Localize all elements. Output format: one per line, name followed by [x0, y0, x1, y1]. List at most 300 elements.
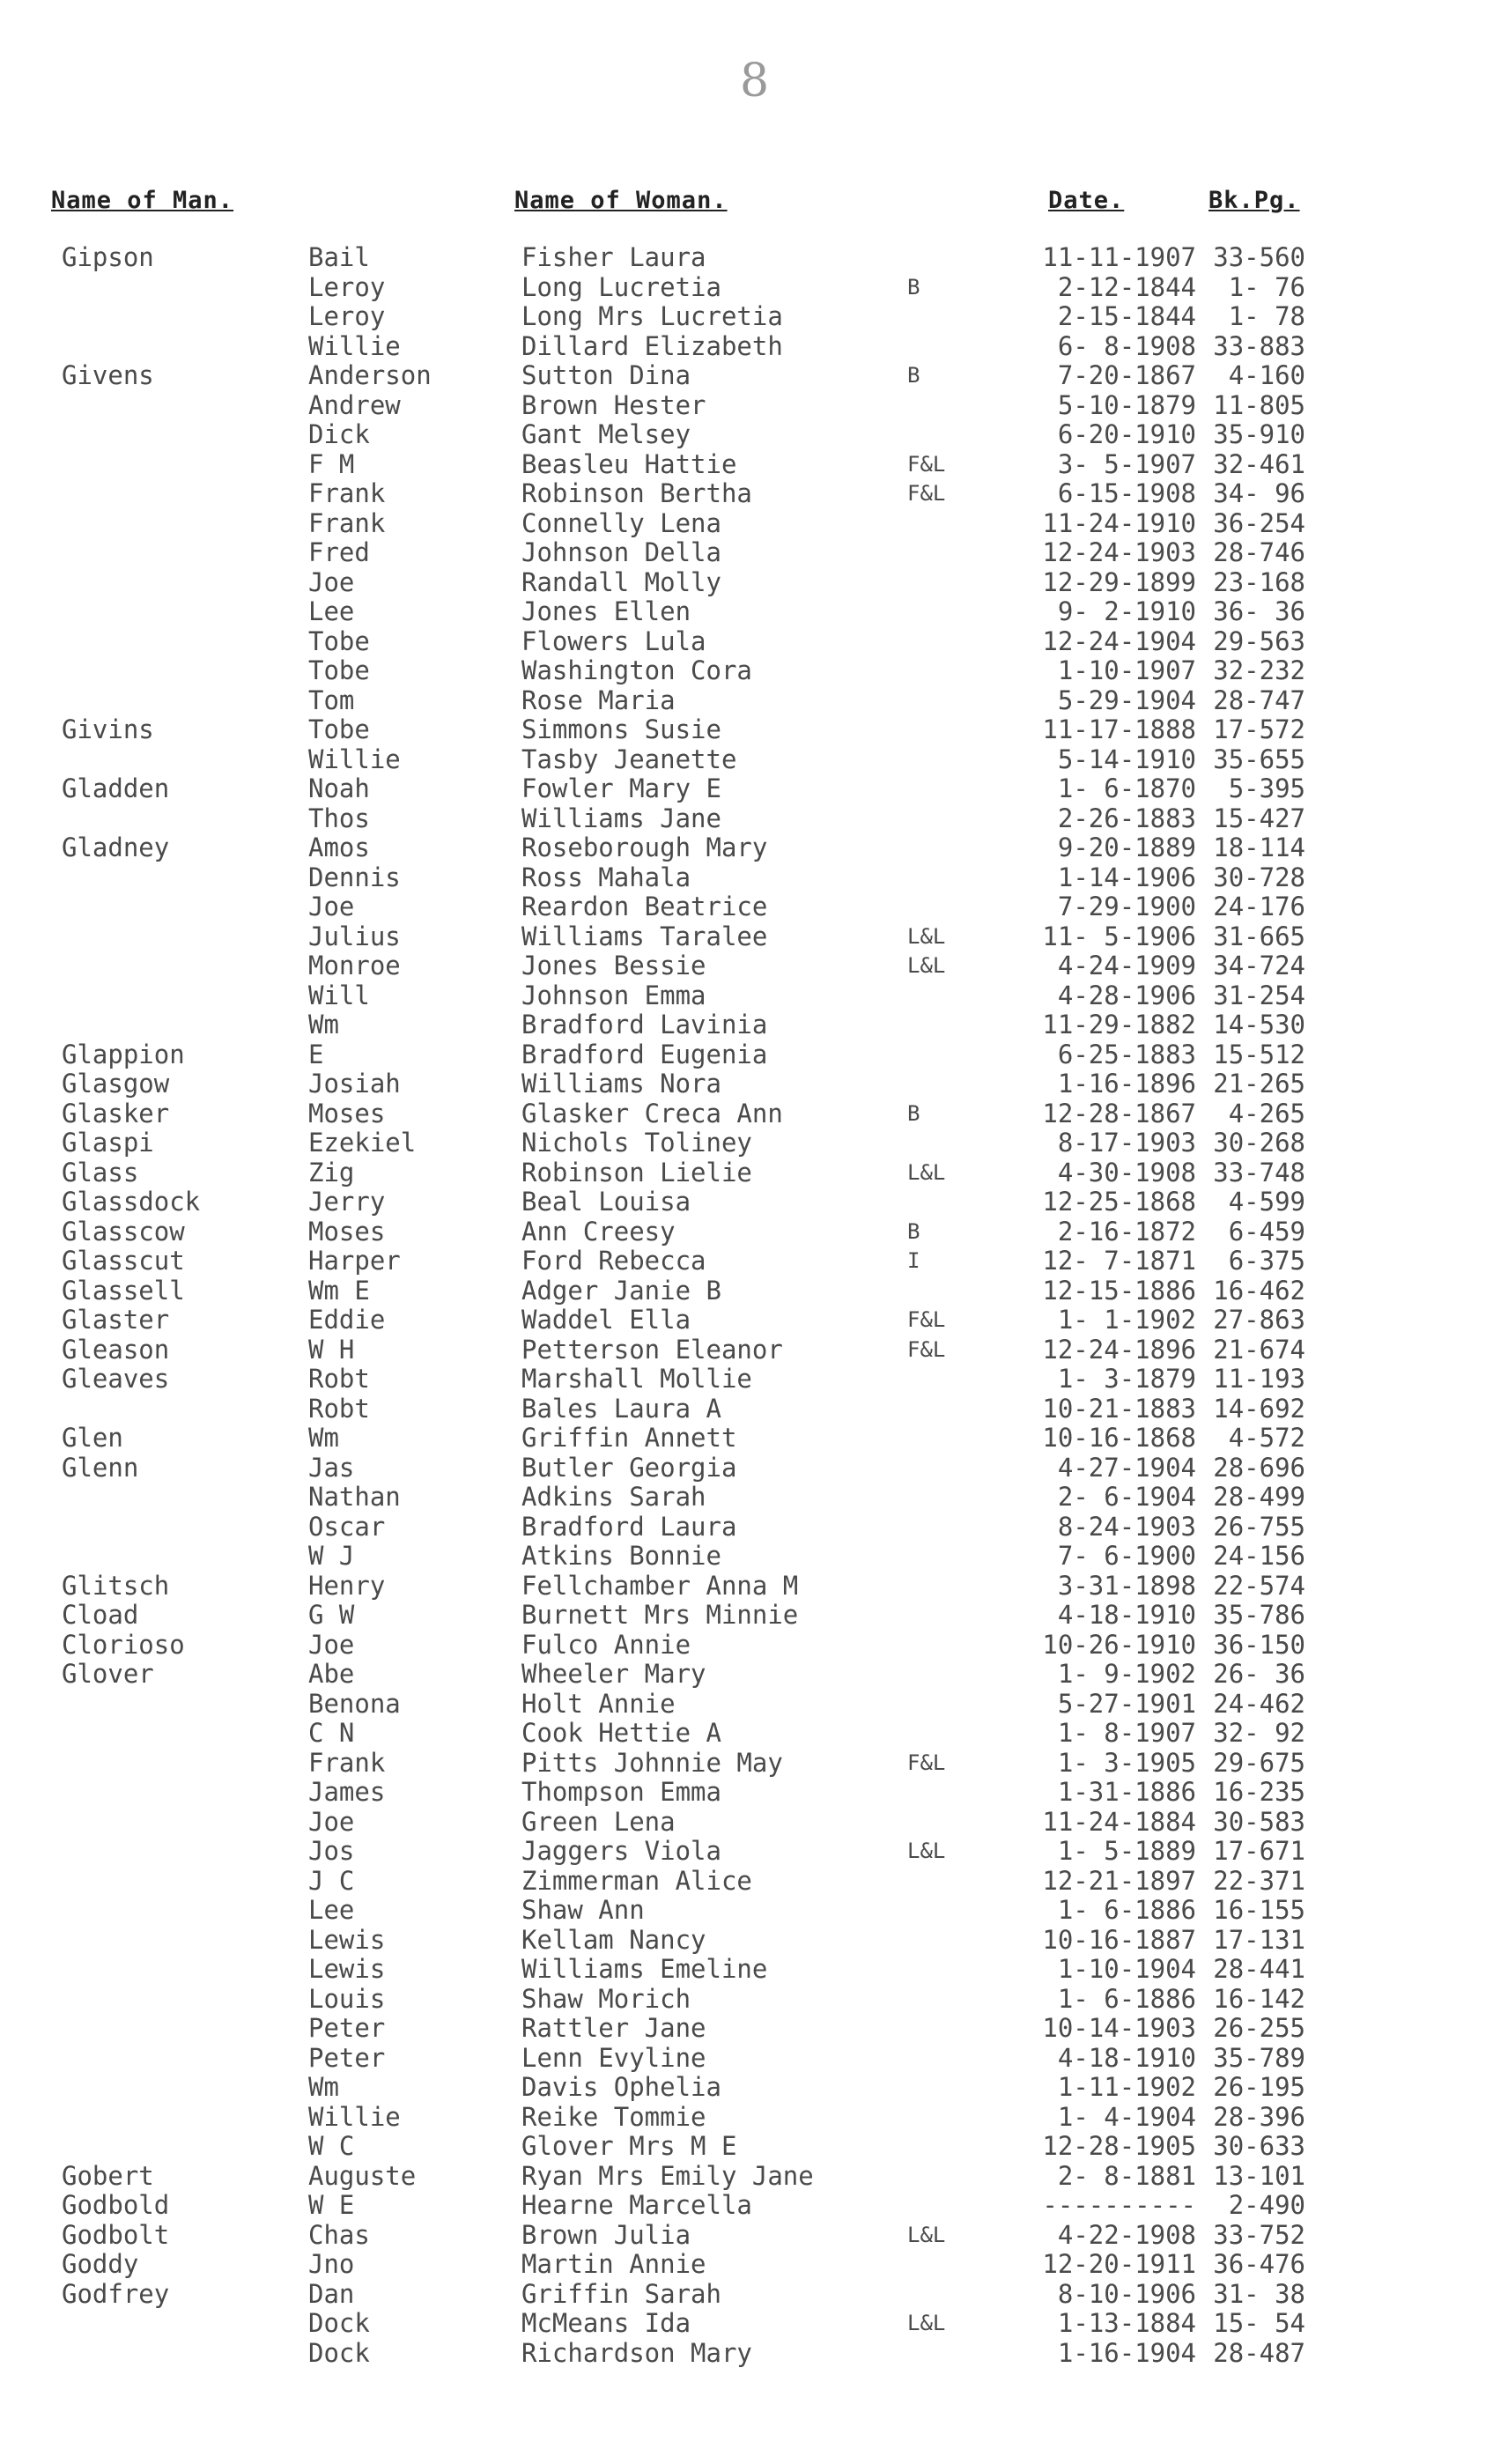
- record-surname: Gipson: [62, 242, 154, 272]
- record-woman: Ross Mahala: [521, 862, 691, 892]
- record-woman: Cook Hettie A: [521, 1718, 721, 1748]
- record-given: Dan: [308, 2278, 355, 2309]
- record-row: [0, 2162, 1493, 2192]
- record-woman: Richardson Mary: [521, 2337, 752, 2368]
- record-bkpg: 28-499: [1213, 1482, 1305, 1512]
- record-row: [0, 1306, 1493, 1336]
- record-woman: Tasby Jeanette: [521, 744, 737, 774]
- record-given: Wm E: [308, 1275, 370, 1306]
- record-row: [0, 1572, 1493, 1602]
- record-date: 1-14-1906: [1057, 862, 1196, 892]
- record-bkpg: 24-156: [1213, 1541, 1305, 1571]
- record-bkpg: 6-375: [1228, 1246, 1305, 1276]
- record-woman: Marshall Mollie: [521, 1364, 752, 1394]
- record-woman: Gant Melsey: [521, 419, 691, 449]
- record-date: 8-17-1903: [1057, 1128, 1196, 1158]
- record-given: Tom: [308, 684, 355, 715]
- record-woman: Martin Annie: [521, 2249, 706, 2279]
- record-date: 12-28-1905: [1042, 2131, 1196, 2161]
- record-woman: Davis Ophelia: [521, 2072, 721, 2102]
- record-given: Joe: [308, 892, 355, 921]
- record-row: [0, 2339, 1493, 2369]
- record-row: [0, 863, 1493, 893]
- record-surname: Glasscow: [62, 1216, 185, 1247]
- record-given: W J: [308, 1541, 355, 1571]
- record-bkpg: 35-655: [1213, 744, 1305, 774]
- record-woman: Beal Louisa: [521, 1187, 691, 1217]
- record-row: [0, 922, 1493, 952]
- record-woman: Bradford Eugenia: [521, 1039, 768, 1069]
- record-woman: Atkins Bonnie: [521, 1541, 721, 1571]
- record-date: 7-29-1900: [1057, 892, 1196, 921]
- record-woman: Kellam Nancy: [521, 1924, 706, 1955]
- record-given: Lee: [308, 1895, 355, 1925]
- record-bkpg: 11-805: [1213, 389, 1305, 420]
- record-date: 5-10-1879: [1057, 389, 1196, 420]
- record-date: 1- 1-1902: [1057, 1305, 1196, 1335]
- record-given: G W: [308, 1600, 355, 1630]
- record-row: [0, 1660, 1493, 1690]
- record-woman: Williams Emeline: [521, 1954, 768, 1984]
- record-date: 1- 6-1870: [1057, 773, 1196, 803]
- record-bkpg: 35-910: [1213, 419, 1305, 449]
- record-woman: Sutton Dina: [521, 360, 691, 390]
- record-date: 4-28-1906: [1057, 980, 1196, 1010]
- record-woman: Adger Janie B: [521, 1275, 721, 1306]
- record-surname: Givins: [62, 714, 154, 744]
- record-row: [0, 1955, 1493, 1985]
- record-given: Ezekiel: [308, 1128, 417, 1158]
- record-date: 12-28-1867: [1042, 1098, 1196, 1128]
- record-woman: Glover Mrs M E: [521, 2131, 737, 2161]
- record-date: 4-24-1909: [1057, 951, 1196, 980]
- record-row: [0, 833, 1493, 863]
- record-given: Tobe: [308, 655, 370, 685]
- record-date: 10-26-1910: [1042, 1629, 1196, 1660]
- record-surname: Glassell: [62, 1275, 185, 1306]
- record-woman: Zimmerman Alice: [521, 1865, 752, 1896]
- record-surname: Gladney: [62, 832, 170, 862]
- record-row: [0, 1926, 1493, 1956]
- record-code: F&L: [907, 481, 946, 506]
- record-bkpg: 28-746: [1213, 537, 1305, 567]
- record-row: [0, 1749, 1493, 1779]
- record-code: L&L: [907, 2311, 946, 2335]
- record-row: [0, 597, 1493, 627]
- record-date: 2-12-1844: [1057, 271, 1196, 302]
- record-date: 12-25-1868: [1042, 1187, 1196, 1217]
- record-given: Frank: [308, 478, 386, 508]
- record-given: Wm: [308, 1010, 339, 1040]
- record-date: 5-14-1910: [1057, 744, 1196, 774]
- record-given: Moses: [308, 1098, 386, 1128]
- record-row: [0, 1513, 1493, 1543]
- record-bkpg: 11-193: [1213, 1364, 1305, 1394]
- record-given: Abe: [308, 1659, 355, 1689]
- record-given: Peter: [308, 2013, 386, 2043]
- record-woman: Jones Bessie: [521, 951, 706, 980]
- record-given: Frank: [308, 1747, 386, 1778]
- record-given: Jos: [308, 1836, 355, 1866]
- record-bkpg: 34-724: [1213, 951, 1305, 980]
- record-woman: Long Lucretia: [521, 271, 721, 302]
- record-woman: Waddel Ella: [521, 1305, 691, 1335]
- record-row: [0, 1631, 1493, 1661]
- record-given: Wm: [308, 2072, 339, 2102]
- record-woman: Washington Cora: [521, 655, 752, 685]
- record-row: [0, 2103, 1493, 2133]
- record-given: W H: [308, 1334, 355, 1365]
- record-row: [0, 391, 1493, 421]
- record-given: Robt: [308, 1393, 370, 1424]
- record-date: 1-16-1896: [1057, 1069, 1196, 1099]
- record-date: 1-10-1904: [1057, 1954, 1196, 1984]
- record-woman: Bradford Laura: [521, 1511, 737, 1542]
- record-date: 1- 3-1879: [1057, 1364, 1196, 1394]
- record-bkpg: 36-476: [1213, 2249, 1305, 2279]
- record-given: Tobe: [308, 625, 370, 656]
- record-date: 12-24-1896: [1042, 1334, 1196, 1365]
- record-woman: Williams Jane: [521, 803, 721, 833]
- record-bkpg: 1- 76: [1228, 271, 1305, 302]
- record-date: 12-20-1911: [1042, 2249, 1196, 2279]
- record-woman: Dillard Elizabeth: [521, 330, 783, 361]
- record-bkpg: 2-490: [1228, 2190, 1305, 2220]
- record-date: 11-17-1888: [1042, 714, 1196, 744]
- record-row: [0, 420, 1493, 450]
- record-date: 4-18-1910: [1057, 2042, 1196, 2073]
- record-bkpg: 33-883: [1213, 330, 1305, 361]
- record-woman: Bradford Lavinia: [521, 1010, 768, 1040]
- record-bkpg: 26-755: [1213, 1511, 1305, 1542]
- record-given: Will: [308, 980, 370, 1010]
- record-bkpg: 30-583: [1213, 1806, 1305, 1837]
- record-date: 12-24-1904: [1042, 625, 1196, 656]
- record-woman: Williams Taralee: [521, 921, 768, 951]
- record-surname: Gleaves: [62, 1364, 170, 1394]
- record-given: Eddie: [308, 1305, 386, 1335]
- record-date: 3- 5-1907: [1057, 448, 1196, 479]
- record-woman: Thompson Emma: [521, 1777, 721, 1807]
- record-given: Peter: [308, 2042, 386, 2073]
- record-given: Moses: [308, 1216, 386, 1247]
- record-given: W E: [308, 2190, 355, 2220]
- record-row: [0, 1808, 1493, 1838]
- record-row: [0, 715, 1493, 745]
- record-row: [0, 1867, 1493, 1897]
- record-date: 5-27-1901: [1057, 1688, 1196, 1719]
- record-surname: Givens: [62, 360, 154, 390]
- record-surname: Glaster: [62, 1305, 170, 1335]
- record-date: 11-29-1882: [1042, 1010, 1196, 1040]
- record-bkpg: 15-512: [1213, 1039, 1305, 1069]
- record-given: Jerry: [308, 1187, 386, 1217]
- record-woman: Ford Rebecca: [521, 1246, 706, 1276]
- record-date: 1- 9-1902: [1057, 1659, 1196, 1689]
- record-given: Auguste: [308, 2160, 417, 2191]
- record-given: E: [308, 1039, 324, 1069]
- record-bkpg: 1- 78: [1228, 301, 1305, 331]
- record-woman: Roseborough Mary: [521, 832, 768, 862]
- record-given: James: [308, 1777, 386, 1807]
- record-surname: Glenn: [62, 1452, 139, 1483]
- record-given: Joe: [308, 1806, 355, 1837]
- column-header-man: Name of Man.: [51, 187, 234, 214]
- record-row: [0, 1069, 1493, 1099]
- record-date: 8-10-1906: [1057, 2278, 1196, 2309]
- record-date: 12- 7-1871: [1042, 1246, 1196, 1276]
- record-bkpg: 4-572: [1228, 1423, 1305, 1453]
- record-woman: Shaw Morich: [521, 1983, 691, 2014]
- record-row: [0, 1128, 1493, 1158]
- record-date: 6- 8-1908: [1057, 330, 1196, 361]
- record-row: [0, 1837, 1493, 1867]
- record-date: 1-13-1884: [1057, 2308, 1196, 2338]
- record-bkpg: 24-176: [1213, 892, 1305, 921]
- record-bkpg: 16-462: [1213, 1275, 1305, 1306]
- record-bkpg: 31-254: [1213, 980, 1305, 1010]
- record-given: Andrew: [308, 389, 401, 420]
- column-header-bkpg: Bk.Pg.: [1208, 187, 1300, 214]
- record-bkpg: 17-572: [1213, 714, 1305, 744]
- record-woman: Flowers Lula: [521, 625, 706, 656]
- record-date: 7- 6-1900: [1057, 1541, 1196, 1571]
- record-woman: Fellchamber Anna M: [521, 1570, 799, 1601]
- record-given: Bail: [308, 242, 370, 272]
- record-bkpg: 6-459: [1228, 1216, 1305, 1247]
- record-surname: Glappion: [62, 1039, 185, 1069]
- record-row: [0, 1985, 1493, 2015]
- record-given: Josiah: [308, 1069, 401, 1099]
- record-given: Leroy: [308, 301, 386, 331]
- record-date: 10-16-1868: [1042, 1423, 1196, 1453]
- record-surname: Gobert: [62, 2160, 154, 2191]
- record-woman: Long Mrs Lucretia: [521, 301, 783, 331]
- record-bkpg: 36-150: [1213, 1629, 1305, 1660]
- record-given: Oscar: [308, 1511, 386, 1542]
- record-surname: Glaspi: [62, 1128, 154, 1158]
- record-row: [0, 1365, 1493, 1395]
- record-woman: Burnett Mrs Minnie: [521, 1600, 799, 1630]
- record-given: Nathan: [308, 1482, 401, 1512]
- record-bkpg: 15-427: [1213, 803, 1305, 833]
- record-row: [0, 243, 1493, 273]
- record-given: Jas: [308, 1452, 355, 1483]
- record-date: 12-15-1886: [1042, 1275, 1196, 1306]
- record-date: 10-14-1903: [1042, 2013, 1196, 2043]
- record-bkpg: 32-232: [1213, 655, 1305, 685]
- record-date: 9-20-1889: [1057, 832, 1196, 862]
- record-woman: Griffin Annett: [521, 1423, 737, 1453]
- record-row: [0, 568, 1493, 598]
- record-bkpg: 5-395: [1228, 773, 1305, 803]
- record-given: W C: [308, 2131, 355, 2161]
- record-bkpg: 30-728: [1213, 862, 1305, 892]
- record-bkpg: 15- 54: [1213, 2308, 1305, 2338]
- record-given: Thos: [308, 803, 370, 833]
- record-row: [0, 1719, 1493, 1749]
- page-number: 8: [740, 55, 770, 107]
- record-surname: Gleason: [62, 1334, 170, 1365]
- record-row: [0, 2250, 1493, 2280]
- record-given: Noah: [308, 773, 370, 803]
- record-row: [0, 273, 1493, 303]
- record-date: 11-24-1910: [1042, 507, 1196, 538]
- record-surname: Glasker: [62, 1098, 170, 1128]
- record-code: F&L: [907, 451, 946, 477]
- record-given: Willie: [308, 2101, 401, 2132]
- record-bkpg: 33-752: [1213, 2219, 1305, 2250]
- record-date: 4-30-1908: [1057, 1157, 1196, 1188]
- record-woman: Ann Creesy: [521, 1216, 676, 1247]
- record-woman: Green Lena: [521, 1806, 676, 1837]
- record-woman: Beasleu Hattie: [521, 448, 737, 479]
- record-bkpg: 29-675: [1213, 1747, 1305, 1778]
- record-surname: Glass: [62, 1157, 139, 1188]
- record-row: [0, 2280, 1493, 2310]
- record-date: 7-20-1867: [1057, 360, 1196, 390]
- record-given: Lewis: [308, 1924, 386, 1955]
- record-bkpg: 17-671: [1213, 1836, 1305, 1866]
- record-row: [0, 1896, 1493, 1926]
- record-woman: Fowler Mary E: [521, 773, 721, 803]
- record-bkpg: 22-371: [1213, 1865, 1305, 1896]
- record-row: [0, 479, 1493, 509]
- record-woman: Nichols Toliney: [521, 1128, 752, 1158]
- record-given: Monroe: [308, 951, 401, 980]
- record-given: Harper: [308, 1246, 401, 1276]
- record-bkpg: 33-748: [1213, 1157, 1305, 1188]
- record-date: 8-24-1903: [1057, 1511, 1196, 1542]
- record-woman: Holt Annie: [521, 1688, 676, 1719]
- record-date: 6-25-1883: [1057, 1039, 1196, 1069]
- record-date: 3-31-1898: [1057, 1570, 1196, 1601]
- record-woman: Reike Tommie: [521, 2101, 706, 2132]
- record-code: I: [907, 1248, 920, 1273]
- record-given: Benona: [308, 1688, 401, 1719]
- record-given: Robt: [308, 1364, 370, 1394]
- record-bkpg: 21-674: [1213, 1334, 1305, 1365]
- record-date: 4-18-1910: [1057, 1600, 1196, 1630]
- record-bkpg: 26- 36: [1213, 1659, 1305, 1689]
- record-woman: Randall Molly: [521, 566, 721, 597]
- record-date: 10-16-1887: [1042, 1924, 1196, 1955]
- record-bkpg: 28-487: [1213, 2337, 1305, 2368]
- record-given: Tobe: [308, 714, 370, 744]
- record-given: Zig: [308, 1157, 355, 1188]
- record-woman: Glasker Creca Ann: [521, 1098, 783, 1128]
- record-surname: Glitsch: [62, 1570, 170, 1601]
- record-row: [0, 1217, 1493, 1247]
- record-woman: Brown Hester: [521, 389, 706, 420]
- record-row: [0, 361, 1493, 391]
- record-surname: Glassdock: [62, 1187, 201, 1217]
- record-date: 6-20-1910: [1057, 419, 1196, 449]
- record-given: Dock: [308, 2337, 370, 2368]
- record-bkpg: 24-462: [1213, 1688, 1305, 1719]
- record-surname: Gladden: [62, 773, 170, 803]
- record-row: [0, 2132, 1493, 2162]
- record-woman: Lenn Evyline: [521, 2042, 706, 2073]
- record-bkpg: 28-696: [1213, 1452, 1305, 1483]
- record-row: [0, 1158, 1493, 1188]
- record-row: [0, 1690, 1493, 1720]
- record-date: 2- 6-1904: [1057, 1482, 1196, 1512]
- record-woman: Connelly Lena: [521, 507, 721, 538]
- record-woman: Robinson Lielie: [521, 1157, 752, 1188]
- record-surname: Godfrey: [62, 2278, 170, 2309]
- record-bkpg: 18-114: [1213, 832, 1305, 862]
- record-code: L&L: [907, 1839, 946, 1863]
- record-bkpg: 30-268: [1213, 1128, 1305, 1158]
- record-given: Amos: [308, 832, 370, 862]
- record-code: L&L: [907, 1159, 946, 1185]
- record-bkpg: 22-574: [1213, 1570, 1305, 1601]
- record-row: [0, 656, 1493, 686]
- record-date: 12-21-1897: [1042, 1865, 1196, 1896]
- record-bkpg: 29-563: [1213, 625, 1305, 656]
- record-row: [0, 1424, 1493, 1454]
- record-date: 1- 5-1889: [1057, 1836, 1196, 1866]
- column-header-date: Date.: [1048, 187, 1125, 214]
- record-bkpg: 27-863: [1213, 1305, 1305, 1335]
- record-row: [0, 892, 1493, 922]
- record-bkpg: 23-168: [1213, 566, 1305, 597]
- record-surname: Goddy: [62, 2249, 139, 2279]
- record-row: [0, 1099, 1493, 1129]
- record-woman: Pitts Johnnie May: [521, 1747, 783, 1778]
- record-woman: Hearne Marcella: [521, 2190, 752, 2220]
- record-woman: Johnson Emma: [521, 980, 706, 1010]
- record-bkpg: 28-747: [1213, 684, 1305, 715]
- record-row: [0, 1247, 1493, 1276]
- record-bkpg: 4-599: [1228, 1187, 1305, 1217]
- record-bkpg: 31-665: [1213, 921, 1305, 951]
- record-given: J C: [308, 1865, 355, 1896]
- record-woman: Fisher Laura: [521, 242, 706, 272]
- record-row: [0, 981, 1493, 1011]
- record-woman: Robinson Bertha: [521, 478, 752, 508]
- record-woman: Williams Nora: [521, 1069, 721, 1099]
- record-date: 1-11-1902: [1057, 2072, 1196, 2102]
- record-row: [0, 1395, 1493, 1424]
- record-bkpg: 21-265: [1213, 1069, 1305, 1099]
- record-woman: Reardon Beatrice: [521, 892, 768, 921]
- record-row: [0, 1778, 1493, 1808]
- record-code: F&L: [907, 1750, 946, 1775]
- record-woman: Rose Maria: [521, 684, 676, 715]
- record-date: 11-24-1884: [1042, 1806, 1196, 1837]
- record-surname: Godbold: [62, 2190, 170, 2220]
- record-row: [0, 450, 1493, 480]
- record-woman: Adkins Sarah: [521, 1482, 706, 1512]
- record-row: [0, 745, 1493, 775]
- record-row: [0, 538, 1493, 568]
- record-row: [0, 2044, 1493, 2074]
- record-date: 2-15-1844: [1057, 301, 1196, 331]
- record-woman: Wheeler Mary: [521, 1659, 706, 1689]
- record-date: 12-24-1903: [1042, 537, 1196, 567]
- record-woman: Griffin Sarah: [521, 2278, 721, 2309]
- record-surname: Glover: [62, 1659, 154, 1689]
- record-bkpg: 16-142: [1213, 1983, 1305, 2014]
- record-bkpg: 26-195: [1213, 2072, 1305, 2102]
- record-row: [0, 1483, 1493, 1513]
- record-row: [0, 302, 1493, 332]
- record-woman: Brown Julia: [521, 2219, 691, 2250]
- record-surname: Glasscut: [62, 1246, 185, 1276]
- marriage-record-list: [0, 243, 1493, 2368]
